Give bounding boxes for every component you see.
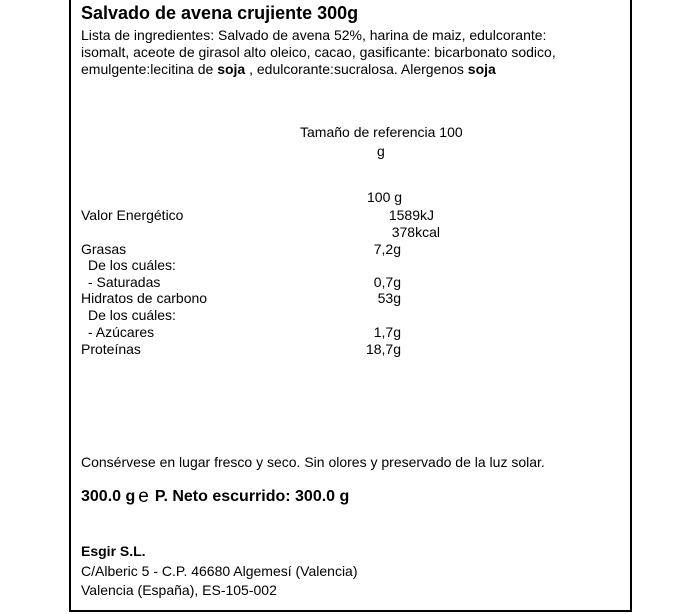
net-weight: 300.0 g <box>81 488 136 505</box>
ingredients-text: , edulcorante:sucralosa. Alergenos <box>245 61 468 77</box>
ingredients-text: emulgente:lecitina de <box>81 61 218 77</box>
nutrition-value: 18,7g <box>365 341 401 357</box>
nutrition-value: 378kcal <box>391 224 440 240</box>
nutrition-label: Hidratos de carbono <box>81 290 208 306</box>
nutrition-value: 1589kJ <box>388 207 434 223</box>
nutrition-label: - Saturadas <box>88 274 161 290</box>
reference-size-line-2: g <box>377 143 385 159</box>
reference-size-line-1: Tamaño de referencia 100 <box>300 124 463 140</box>
ingredients-line-1: Lista de ingredientes: Salvado de avena 52%, harina de maiz, edulcorante: <box>81 27 547 43</box>
nutrition-label: De los cuáles: <box>88 307 176 323</box>
nutrition-label: Grasas <box>81 241 127 257</box>
nutrition-value: 1,7g <box>373 324 401 340</box>
ingredients-line-2: isomalt, aceote de girasol alto oleico, cacao, gasificante: bicarbonato sodico, <box>81 44 556 60</box>
estimated-sign-icon: e <box>138 486 149 507</box>
ingredients-line-3 <box>81 61 496 78</box>
nutrition-value: 7,2g <box>373 241 401 257</box>
company-address-line-2: Valencia (España), ES-105-002 <box>81 582 277 598</box>
storage-instructions: Consérvese en lugar fresco y seco. Sin olores y preservado de la luz solar. <box>81 454 545 470</box>
nutrition-value: 53g <box>377 290 401 306</box>
net-weight-line <box>81 487 349 507</box>
nutrition-column-header: 100 g <box>367 189 403 205</box>
nutrition-label: De los cuáles: <box>88 257 176 273</box>
nutrition-value: 0,7g <box>373 274 401 290</box>
drained-weight: P. Neto escurrido: 300.0 g <box>154 488 350 505</box>
company-address-line-1: C/Alberic 5 - C.P. 46680 Algemesí (Valencia) <box>81 563 358 579</box>
nutrition-label: Proteínas <box>81 341 141 357</box>
nutrition-label: - Azúcares <box>88 324 155 340</box>
allergen-soja: soja <box>217 61 246 77</box>
company-name: Esgir S.L. <box>81 543 146 559</box>
nutrition-label: Valor Energético <box>81 207 184 223</box>
product-title: Salvado de avena crujiente 300g <box>81 3 359 23</box>
allergen-soja: soja <box>467 61 496 77</box>
